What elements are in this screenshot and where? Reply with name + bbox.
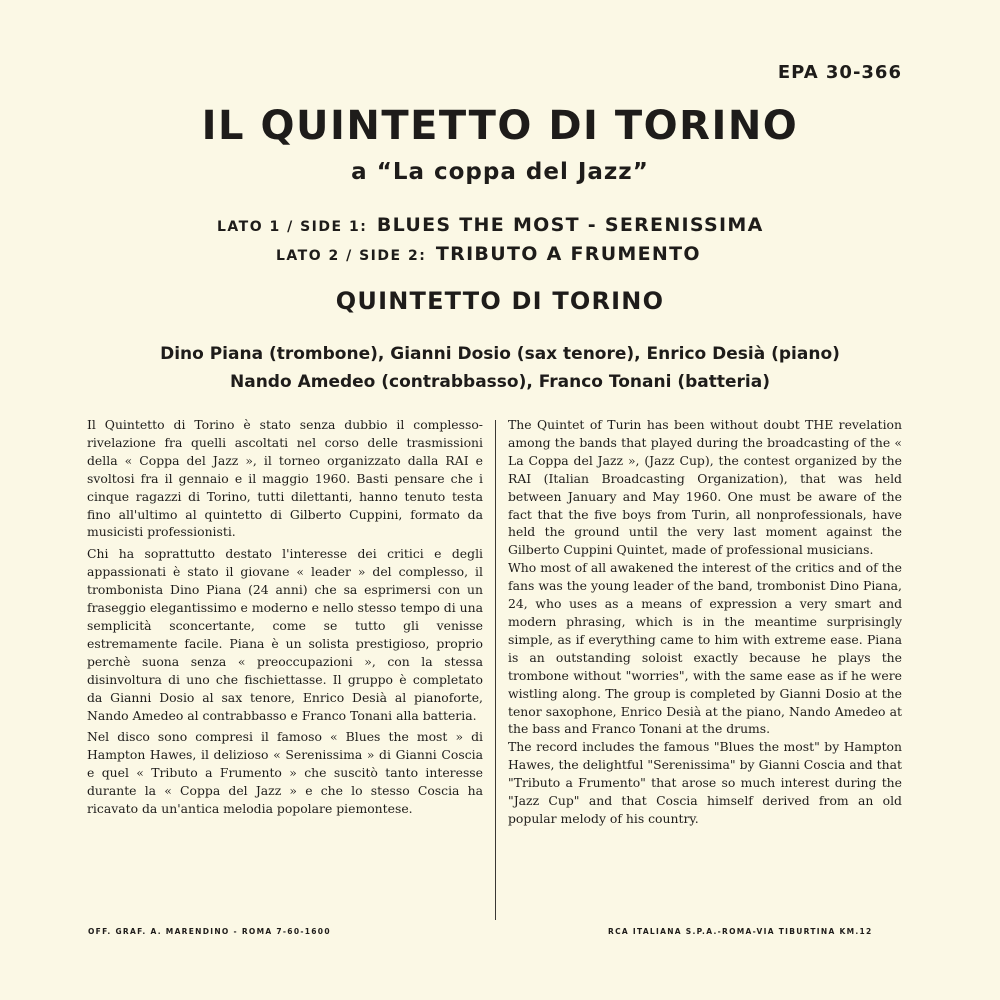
italian-paragraph: Nel disco sono compresi il famoso « Blues the most » di Hampton Hawes, il delizioso « Serenissima » di Gianni Coscia e quel « Tributo a Frumento » che suscitò tanto interesse durante la « Coppa del Jazz » e che lo stesso Coscia ha ricavato da un'antica melodia popolare piemontese. xyxy=(87,729,483,817)
side-1-tracks: BLUES THE MOST - SERENISSIMA xyxy=(376,214,764,236)
liner-notes-italian xyxy=(87,416,483,822)
side-2-label: LATO 2 / SIDE 2: xyxy=(276,248,427,264)
musicians-line-1: Dino Piana (trombone), Gianni Dosio (sax tenore), Enrico Desià (piano) xyxy=(160,344,840,364)
side-1-line xyxy=(217,214,764,236)
publisher-credit: RCA ITALIANA S.P.A.-ROMA-VIA TIBURTINA KM.12 xyxy=(608,927,873,936)
english-paragraph: The record includes the famous "Blues the most" by Hampton Hawes, the delightful "Serenissima" by Gianni Coscia and that "Tributo a Frumento" that arose so much interest during the "Jazz Cup" and that Coscia himself derived from an old popular melody of his country. xyxy=(508,739,902,826)
side-2-line xyxy=(276,243,701,265)
musicians-line-2: Nando Amedeo (contrabbasso), Franco Tonani (batteria) xyxy=(230,372,770,392)
printer-credit: OFF. GRAF. A. MARENDINO - ROMA 7-60-1600 xyxy=(88,927,331,936)
side-2-tracks: TRIBUTO A FRUMENTO xyxy=(435,243,701,265)
italian-paragraph: Chi ha soprattutto destato l'interesse dei critici e degli appassionati è stato il giovane « leader » del complesso, il trombonista Dino Piana (24 anni) che sa esprimersi con un fraseggio elegantissimo e moderno e nello stesso tempo di una semplicità sconcertante, come se tutto gli venisse estremamente facile. Piana è un solista prestigioso, proprio perchè suona senza « preoccupazioni », con la stessa disinvoltura di uno che fischiettasse. Il gruppo è completato da Gianni Dosio al sax tenore, Enrico Desià al pianoforte, Nando Amedeo al contrabbasso e Franco Tonani alla batteria. xyxy=(87,546,483,723)
italian-paragraph: Il Quintetto di Torino è stato senza dubbio il complesso-rivelazione fra quelli ascoltati nel corso delle trasmissioni della « Coppa del Jazz », il torneo organizzato dalla RAI e svoltosi fra il gennaio e il maggio 1960. Basti pensare che i cinque ragazzi di Torino, tutti dilettanti, hanno tenuto testa fino all'ultimo al quintetto di Gilberto Cuppini, formato da musicisti professionisti. xyxy=(87,417,483,540)
band-name: QUINTETTO DI TORINO xyxy=(335,287,665,315)
column-divider xyxy=(495,420,496,920)
english-paragraph: The Quintet of Turin has been without doubt THE revelation among the bands that played during the broadcasting of the « La Coppa del Jazz », (Jazz Cup), the contest organized by the RAI (Italian Broadcasting Organization), that was held between January and May 1960. One must be aware of the fact that the five boys from Turin, all nonprofessionals, have held the ground until the very last moment against the Gilberto Cuppini Quintet, made of professional musicians. xyxy=(508,417,902,558)
english-paragraph: Who most of all awakened the interest of the critics and of the fans was the young leader of the band, trombonist Dino Piana, 24, who uses as a means of expression a very smart and modern phrasing, which is in the meantime surprisingly simple, as if everything came to him with extreme ease. Piana is an outstanding soloist exactly because he plays the trombone without "worries", with the same ease as if he were wistling along. The group is completed by Gianni Dosio at the tenor saxophone, Enrico Desià at the piano, Nando Amedeo at the bass and Franco Tonani at the drums. xyxy=(508,560,902,737)
side-1-label: LATO 1 / SIDE 1: xyxy=(217,219,368,235)
album-title: IL QUINTETTO DI TORINO xyxy=(201,103,799,149)
album-subtitle: a “La coppa del Jazz” xyxy=(351,159,649,185)
liner-notes-english xyxy=(508,416,902,828)
catalog-number: EPA 30-366 xyxy=(777,62,902,83)
